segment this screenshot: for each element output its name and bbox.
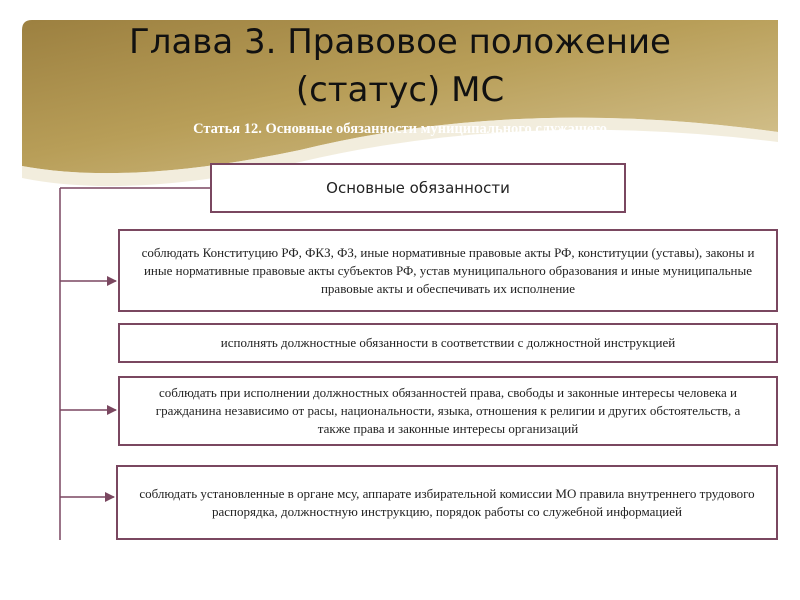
duty-text-3: соблюдать при исполнении должностных обязанностей права, свободы и законные интересы человека и гражданина независимо от расы, национальности, языка, отношения к религии и других обстоятельств, а также права и законные интересы организаций (155, 385, 741, 436)
duty-box-rights (118, 376, 778, 446)
slide-subtitle: Статья 12. Основные обязанности муниципального служащего (193, 121, 607, 137)
main-duties-label: Основные обязанности (326, 179, 510, 197)
duty-box-regulations (116, 465, 778, 540)
title-line-1: Глава 3. Правовое положение (129, 22, 671, 62)
duty-text-2: исполнять должностные обязанности в соответствии с должностной инструкцией (220, 335, 676, 350)
duty-text-4: соблюдать установленные в органе мсу, аппарате избирательной комиссии МО правила внутреннего трудового распорядка, должностную инструкцию, порядок работы со служебной информацией (139, 485, 755, 519)
main-duties-box (210, 163, 626, 213)
duty-box-job-duties (118, 323, 778, 363)
title-line-2: (статус) МС (295, 70, 505, 110)
duty-box-constitution (118, 229, 778, 312)
duty-text-1: соблюдать Конституцию РФ, ФКЗ, ФЗ, иные нормативные правовые акты РФ, конституции (уставы), законы и иные нормативные правовые акты субъектов РФ, устав муниципального образования и иные муниципальные правовые акты и обеспечивать их исполнение (141, 244, 755, 296)
